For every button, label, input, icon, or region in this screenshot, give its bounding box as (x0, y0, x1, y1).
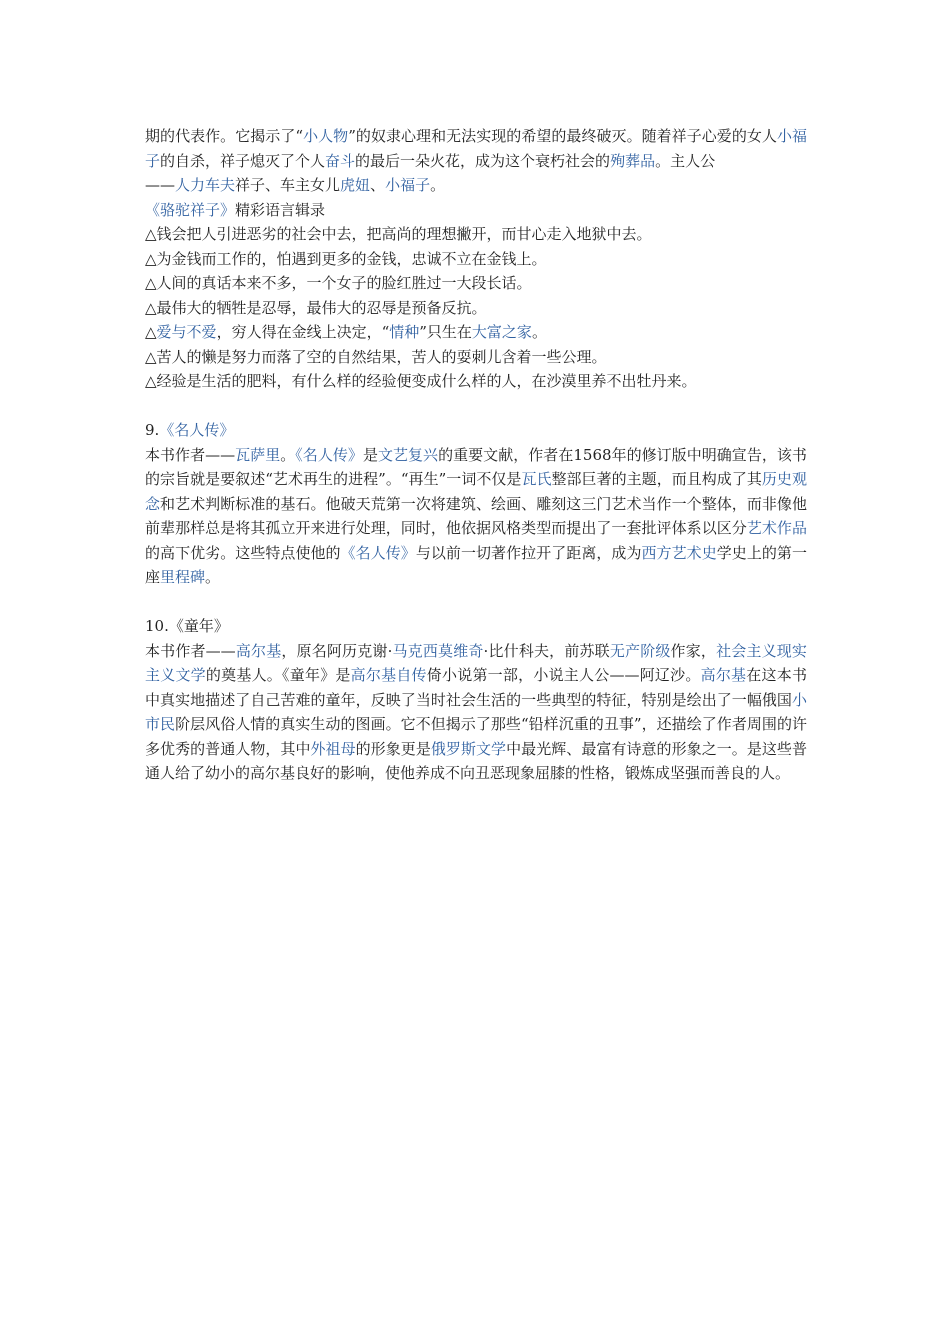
text-run: —— (145, 176, 175, 194)
link-xiaofuzi-2[interactable]: 小福子 (385, 176, 431, 194)
quote-item: △钱会把人引进恶劣的社会中去，把高尚的理想撇开，而甘心走入地狱中去。 (145, 225, 652, 243)
text-run: 。主人公 (655, 151, 716, 170)
text-run: 的形象更是 (355, 739, 431, 758)
link-maksimovich[interactable]: 马克西莫维奇 (392, 641, 484, 660)
text-run: 本书作者—— (145, 641, 236, 660)
text-run: ”的奴隶心理和无法实现的希望的最终破灭。随着祥子心爱的女人 (348, 127, 777, 145)
link-rich-family[interactable]: 大富之家 (471, 323, 532, 341)
link-historical-concept[interactable]: 历史观念 (145, 470, 807, 513)
text-run: 中最光辉、最富有诗意的形象之一。是这些普通人给了幼小的高尔基良好的影响，使他养成不向丑恶现象屈膝的性格，锻炼成坚强而善良的人。 (145, 739, 807, 782)
text-run: 整部巨著的主题，而且构成了其 (551, 470, 762, 488)
quote-item: △经验是生活的肥料，有什么样的经验便变成什么样的人，在沙漠里养不出牡丹来。 (145, 372, 697, 390)
link-grandmother[interactable]: 外祖母 (310, 739, 356, 758)
text-run: 精彩语言辑录 (235, 200, 326, 219)
section-10-heading: 10.《童年》 (145, 617, 229, 635)
link-little-people[interactable]: 小人物 (303, 127, 349, 145)
link-renaissance[interactable]: 文艺复兴 (377, 445, 439, 464)
text-run: 的高下优劣。这些特点使他的 (145, 543, 341, 562)
text-run: 作家， (670, 641, 717, 660)
quote-item (145, 320, 807, 345)
text-run: 和艺术判断标准的基石。他破天荒第一次将建筑、绘画、雕刻这三门艺术当作一个整体，而非像他前辈那样总是将其孤立开来进行处理，同时，他依据风格类型而提出了一套批评体系以区分 (145, 494, 807, 537)
link-gorky[interactable]: 高尔基 (235, 641, 282, 660)
link-xiaofuzi[interactable]: 小福子 (145, 127, 807, 170)
link-romantic[interactable]: 情种 (389, 323, 420, 341)
link-gorky-2[interactable]: 高尔基 (700, 666, 747, 684)
link-petty-bourgeois[interactable]: 小市民 (145, 690, 807, 733)
link-artwork[interactable]: 艺术作品 (746, 519, 807, 537)
text-run: 倚小说第一部，小说主人公——阿辽沙。 (426, 666, 701, 684)
text-run: ，原名阿历克谢· (281, 641, 393, 660)
paragraph-gap (145, 590, 807, 615)
text-run: 阶层风俗人情的真实生动的图画。它不但揭示了那些“铅样沉重的丑事”，还描绘了作者周围的许多优秀的普通人物，其中 (145, 715, 807, 758)
quotes-heading (145, 198, 807, 223)
link-milestone[interactable]: 里程碑 (160, 568, 206, 586)
text-run: 与以前一切著作拉开了距离，成为 (415, 543, 642, 562)
link-lives-of-artists[interactable]: 《名人传》 (159, 421, 235, 439)
link-lives-of-artists-2[interactable]: 《名人传》 (295, 445, 363, 464)
heading-number: 9. (145, 421, 160, 439)
quote-item: △苦人的懒是努力而落了空的自然结果，苦人的耍刺儿含着一些公理。 (145, 347, 607, 366)
text-run: ·比什科夫，前苏联 (483, 641, 610, 660)
link-socialist-realism[interactable]: 社会主义现实主义文学 (145, 641, 807, 684)
quote-item: △人间的真话本来不多，一个女子的脸红胜过一大段长话。 (145, 274, 532, 292)
document-page (145, 124, 807, 786)
section-9-heading (145, 418, 807, 443)
link-funeral-object[interactable]: 殉葬品 (610, 151, 656, 170)
text-run: 的自杀，祥子熄灭了个人 (160, 151, 326, 170)
text-run: 。 (531, 323, 547, 341)
link-vasari-short[interactable]: 瓦氏 (521, 470, 552, 488)
paragraph-gap (145, 394, 807, 419)
quote-item: △最伟大的牺牲是忍辱，最伟大的忍辱是预备反抗。 (145, 298, 487, 317)
quote-item: △为金钱而工作的，怕遇到更多的金钱，忠诚不立在金钱上。 (145, 249, 547, 268)
text-run: 在这本书中真实地描述了自己苦难的童年，反映了当时社会生活的一些典型的特征，特别是绘出了一幅俄国 (145, 666, 807, 709)
text-run: 本书作者—— (145, 445, 236, 464)
section-10-body (145, 639, 807, 786)
link-vasari[interactable]: 瓦萨里 (235, 445, 281, 464)
link-gorky-autobiography[interactable]: 高尔基自传 (350, 666, 427, 684)
link-camel-xiangzi[interactable]: 《骆驼祥子》 (145, 200, 236, 219)
text-run: 的重要文献，作者在1568年的修订版中明确宣告，该书的宗旨就是要叙述“艺术再生的进程”。“再生”一词不仅是 (145, 445, 807, 488)
link-huniu[interactable]: 虎妞 (340, 176, 371, 194)
camel-xiangzi-summary (145, 124, 807, 173)
main-characters-line (145, 173, 807, 198)
text-run: 的最后一朵火花，成为这个衰朽社会的 (355, 151, 611, 170)
text-run: △ (145, 323, 157, 341)
text-run: 、 (370, 176, 386, 194)
link-struggle[interactable]: 奋斗 (325, 151, 356, 170)
link-love-or-not[interactable]: 爱与不爱 (156, 323, 217, 341)
text-run: ”只生在 (419, 323, 472, 341)
text-run: 是 (362, 445, 378, 464)
link-western-art-history[interactable]: 西方艺术史 (641, 543, 717, 562)
text-run: 祥子、车主女儿 (235, 176, 341, 194)
link-proletariat[interactable]: 无产阶级 (609, 641, 671, 660)
text-run: 学史上的第一座 (145, 543, 807, 586)
text-run: 。 (205, 568, 221, 586)
link-lives-of-artists-3[interactable]: 《名人传》 (340, 543, 416, 562)
text-run: 。 (280, 445, 296, 464)
text-run: 的奠基人。《童年》是 (205, 666, 351, 684)
link-rickshaw-puller[interactable]: 人力车夫 (175, 176, 236, 194)
text-run: 期的代表作。它揭示了“ (145, 127, 304, 145)
section-9-body (145, 443, 807, 590)
text-run: ，穷人得在金线上决定，“ (216, 323, 390, 341)
text-run: 。 (430, 176, 446, 194)
link-russian-literature[interactable]: 俄罗斯文学 (430, 739, 507, 758)
